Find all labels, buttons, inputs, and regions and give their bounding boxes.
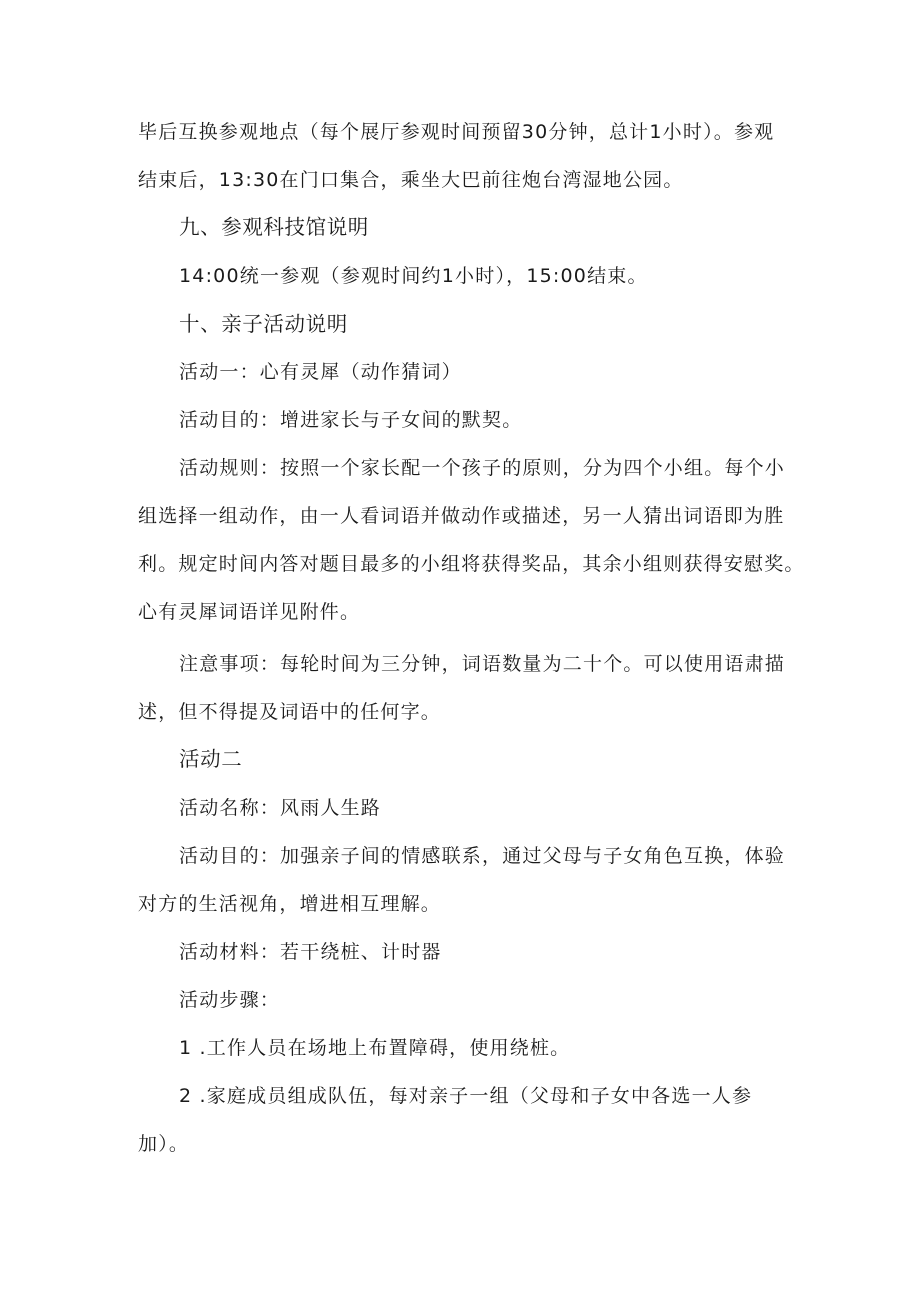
activity-1-rules-line-3: 利。规定时间内答对题目最多的小组将获得奖品，其余小组则获得安慰奖。 bbox=[138, 553, 805, 575]
activity-2-materials: 活动材料：若干绕桩、计时器 bbox=[179, 941, 442, 963]
section-10-heading: 十、亲子活动说明 bbox=[179, 312, 348, 336]
activity-2-step-2-line-2: 加）。 bbox=[138, 1133, 190, 1155]
activity-2-steps-label: 活动步骤： bbox=[179, 989, 281, 1011]
activity-1-rules-line-1: 活动规则：按照一个家长配一个孩子的原则，分为四个小组。每个小 bbox=[179, 457, 786, 479]
activity-1-rules-line-2: 组选择一组动作，由一人看词语并做动作或描述，另一人猜出词语即为胜 bbox=[138, 505, 785, 527]
activity-1-title: 活动一：心有灵犀（动作猜词） bbox=[179, 361, 462, 383]
activity-1-rules-line-4: 心有灵犀词语详见附件。 bbox=[138, 601, 361, 623]
activity-2-step-2-line-1: 2 .家庭成员组成队伍，每对亲子一组（父母和子女中各选一人参 bbox=[179, 1085, 753, 1107]
activity-2-name: 活动名称：风雨人生路 bbox=[179, 797, 382, 819]
intro-line-2: 结束后，13:30在门口集合，乘坐大巴前往炮台湾湿地公园。 bbox=[138, 169, 684, 191]
intro-line-1: 毕后互换参观地点（每个展厅参观时间预留30分钟，总计1小时）。参观 bbox=[138, 121, 775, 143]
activity-2-purpose-line-2: 对方的生活视角，增进相互理解。 bbox=[138, 893, 442, 915]
activity-1-notes-line-1: 注意事项：每轮时间为三分钟，词语数量为二十个。可以使用语肃描 bbox=[179, 653, 786, 675]
activity-1-purpose: 活动目的：增进家长与子女间的默契。 bbox=[179, 409, 523, 431]
section-9-heading: 九、参观科技馆说明 bbox=[179, 215, 369, 239]
activity-2-title: 活动二 bbox=[179, 747, 243, 771]
activity-2-step-1: 1 .工作人员在场地上布置障碍，使用绕桩。 bbox=[179, 1037, 571, 1059]
activity-2-purpose-line-1: 活动目的：加强亲子间的情感联系，通过父母与子女角色互换，体验 bbox=[179, 845, 786, 867]
section-9-text: 14:00统一参观（参观时间约1小时），15:00结束。 bbox=[179, 265, 648, 287]
activity-1-notes-line-2: 述，但不得提及词语中的任何字。 bbox=[138, 701, 442, 723]
